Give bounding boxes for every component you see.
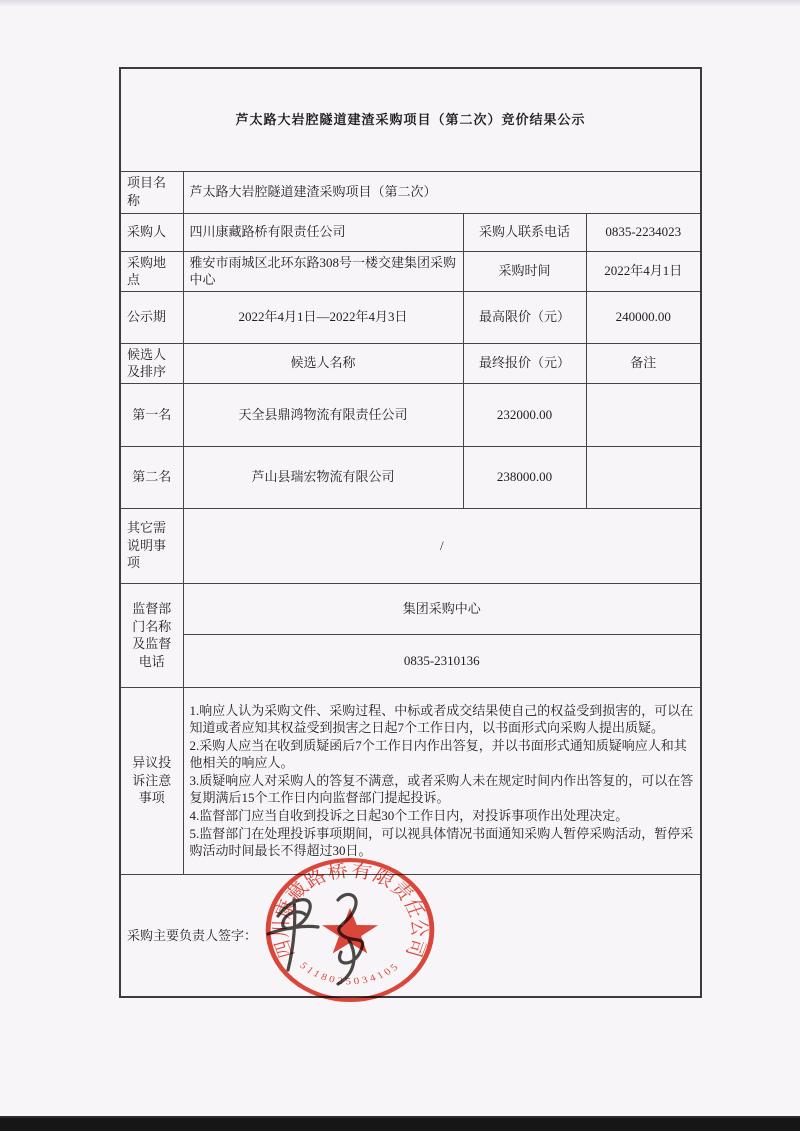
purchaser-phone-label: 采购人联系电话 (463, 213, 586, 251)
candidate-rank-header: 候选人及排序 (120, 343, 183, 383)
other-notes-label: 其它需说明事项 (120, 508, 183, 583)
table-row (120, 383, 701, 446)
table-row (120, 446, 701, 508)
table-row (120, 343, 701, 383)
table-row (120, 634, 701, 687)
purchaser-value: 四川康藏路桥有限责任公司 (183, 213, 463, 251)
location-value: 雅安市雨城区北环东路308号一楼交建集团采购中心 (183, 251, 463, 291)
table-row (120, 171, 701, 213)
scan-top-edge (0, 0, 800, 7)
other-notes-value: / (183, 508, 701, 583)
table-row (120, 291, 701, 343)
publicity-period-value: 2022年4月1日—2022年4月3日 (183, 291, 463, 343)
candidate-bid: 232000.00 (463, 383, 586, 446)
objection-item: 1.响应人认为采购文件、采购过程、中标或者成交结果使自己的权益受到损害的，可以在知道或者应知其权益受到损害之日起7个工作日内，以书面形式向采购人提出质疑。 (189, 702, 694, 736)
table-row (120, 687, 701, 874)
purchase-time-value: 2022年4月1日 (586, 251, 701, 291)
candidate-name: 芦山县瑞宏物流有限公司 (183, 446, 463, 508)
purchaser-label: 采购人 (120, 213, 183, 251)
objection-item: 5.监督部门在处理投诉事项期间，可以视具体情况书面通知采购人暂停采购活动，暂停采购活动时间最长不得超过30日。 (189, 825, 694, 859)
supervision-department: 集团采购中心 (183, 583, 701, 634)
purchase-time-label: 采购时间 (463, 251, 586, 291)
table-row (120, 68, 701, 171)
candidate-remark-header: 备注 (586, 343, 701, 383)
candidate-remark (586, 383, 701, 446)
scan-bottom-edge (0, 1116, 800, 1131)
candidate-rank: 第一名 (120, 383, 183, 446)
publicity-period-label: 公示期 (120, 291, 183, 343)
signature-row (120, 874, 701, 997)
candidate-name: 天全县鼎鸿物流有限责任公司 (183, 383, 463, 446)
candidate-bid: 238000.00 (463, 446, 586, 508)
table-row (120, 251, 701, 291)
page-title: 芦太路大岩腔隧道建渣采购项目（第二次）竞价结果公示 (120, 68, 701, 171)
max-price-label: 最高限价（元） (463, 291, 586, 343)
location-label: 采购地点 (120, 251, 183, 291)
signature-label: 采购主要负责人签字： (127, 927, 258, 943)
supervision-label: 监督部门名称及监督电话 (120, 583, 183, 687)
candidate-bid-header: 最终报价（元） (463, 343, 586, 383)
project-name-value: 芦太路大岩腔隧道建渣采购项目（第二次） (183, 171, 701, 213)
supervision-phone: 0835-2310136 (183, 634, 701, 687)
candidate-remark (586, 446, 701, 508)
objection-label: 异议投诉注意事项 (120, 687, 183, 874)
table-row (120, 508, 701, 583)
project-name-label: 项目名称 (120, 171, 183, 213)
announcement-table (119, 67, 702, 998)
seal-company-text: 四川康藏路桥有限责任公司 (270, 861, 430, 960)
table-row (120, 874, 701, 997)
candidate-name-header: 候选人名称 (183, 343, 463, 383)
table-row (120, 583, 701, 634)
objection-item: 2.采购人应当在收到质疑函后7个工作日内作出答复，并以书面形式通知质疑响应人和其他相关的响应人。 (189, 737, 687, 771)
objection-content (183, 687, 701, 874)
table-row (120, 213, 701, 251)
purchaser-phone-value: 0835-2234023 (586, 213, 701, 251)
candidate-rank: 第二名 (120, 446, 183, 508)
objection-item: 3.质疑响应人对采购人的答复不满意，或者采购人未在规定时间内作出答复的，可以在答复期满后15个工作日内向监督部门提起投诉。 (189, 772, 694, 806)
seal-number-text: 5118025034105 (297, 960, 403, 988)
objection-item: 4.监督部门应当自收到投诉之日起30个工作日内，对投诉事项作出处理决定。 (189, 808, 629, 823)
max-price-value: 240000.00 (586, 291, 701, 343)
